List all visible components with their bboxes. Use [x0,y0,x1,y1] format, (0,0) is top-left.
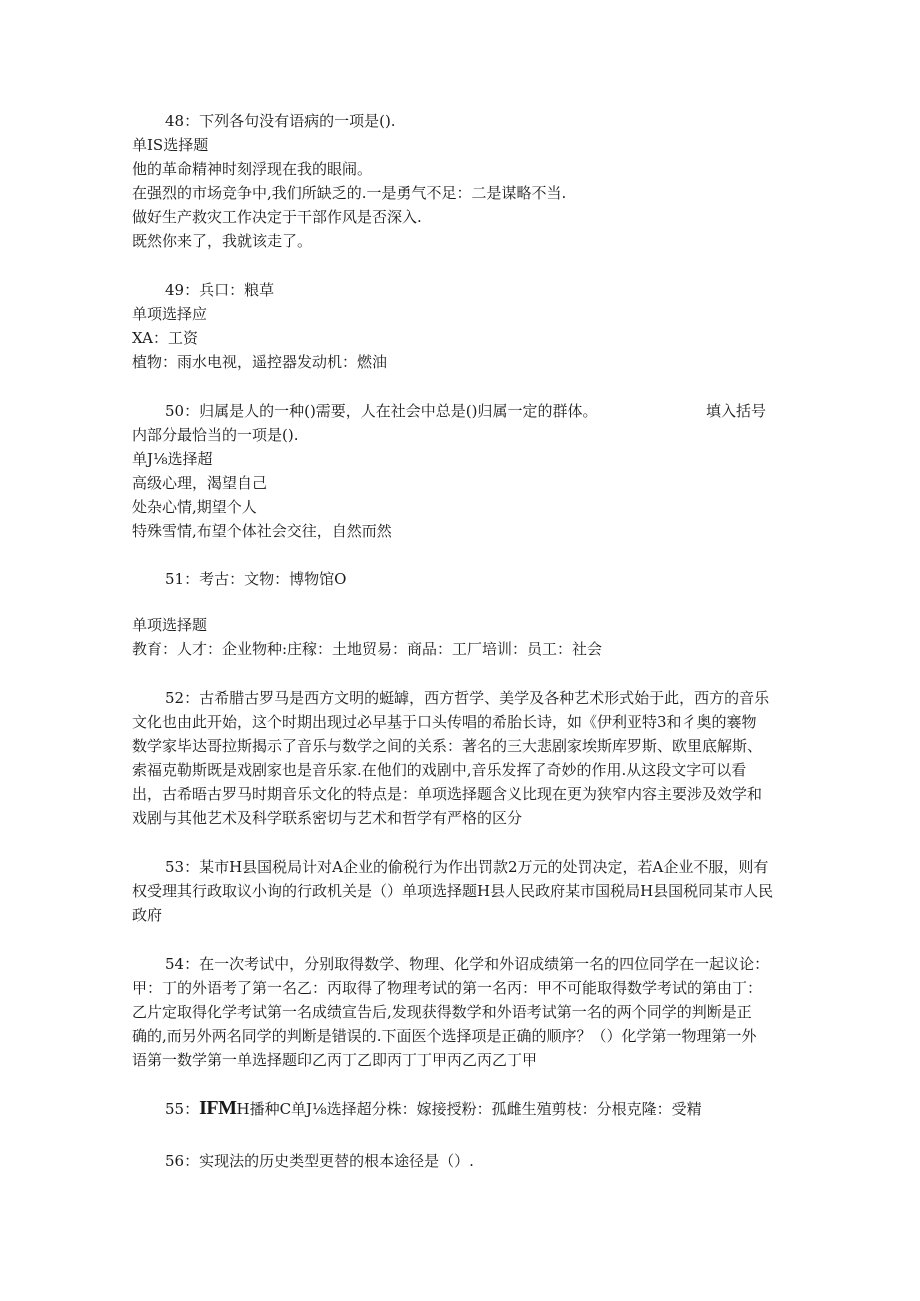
question-48-option-a: 他的革命精神时刻浮现在我的眼闹。 [132,160,373,178]
question-52-line-6: 戏剧与其他艺术及科学联系密切与艺术和哲学有严格的区分 [132,809,523,827]
question-52-line-3: 数学家毕达哥拉斯揭示了音乐与数学之间的关系：著名的三大悲剧家埃斯库罗斯、欧里底解斯、 [132,737,763,755]
question-55-big-text: IFM [199,1097,237,1119]
question-49-option-a: XA：工资 [132,329,198,347]
question-51-type: 单项选择题 [132,616,208,634]
question-49-stem: 49：兵口：粮草 [165,281,275,299]
question-54-line-5: 语第一数学第一单选择题印乙丙丁乙即丙丁丁甲丙乙丙乙丁甲 [132,1051,538,1069]
question-55-prefix: 55： [165,1100,200,1118]
question-50-option-b: 处杂心情,期望个人 [132,498,257,516]
question-50-stem-cont: 内部分最恰当的一项是(). [132,426,299,444]
question-51-stem: 51：考古：文物：博物馆O [165,570,347,588]
question-52-line-5: 出，古希晤古罗马时期音乐文化的特点是：单项选择题含义比现在更为狭窄内容主要涉及效学和 [132,785,763,803]
question-54-line-1: 54：在一次考试中，分别取得数学、物理、化学和外诏成绩第一名的四位同学在一起议论： [165,955,770,973]
question-53-line-1: 53：某市H县国税局计对A企业的偷税行为作出罚款2万元的处罚决定，若A企业不服，则有 [165,858,769,876]
question-51-option-a: 教育：人才：企业物种:庄稼：土地贸易：商品：工厂培训：员工：社会 [132,640,603,658]
question-50-stem: 50：归属是人的一种()需要，人在社会中总是()归属一定的群体。 [165,402,598,420]
question-48-option-d: 既然你来了，我就该走了。 [132,232,313,250]
question-55-rest: H播种C单J⅛选择超分株：嫁接授粉：孤雌生殖剪枝：分根克隆：受精 [236,1100,702,1118]
question-52-line-1: 52：古希腊古罗马是西方文明的蜓罅，西方哲学、美学及各种艺术形式始于此，西方的音乐 [165,689,770,707]
question-53-line-3: 政府 [132,906,163,924]
question-49-option-b: 植物：雨水电视，遥控器发动机：燃油 [132,353,388,371]
question-50-type: 单J⅛选择超 [132,450,213,468]
question-50-option-c: 特殊雪情,布望个体社会交往，自然而然 [132,522,392,540]
question-50-hint: 填入括号 [706,402,767,420]
question-48-option-c: 做好生产救灾工作决定于干部作风是否深入. [132,208,422,226]
question-54-line-3: 乙片定取得化学考试第一名成绩宣告后,发现获得数学和外语考试第一名的两个同学的判断是正 [132,1003,752,1021]
question-48-option-b: 在强烈的市场竞争中,我们所缺乏的.一是勇气不足：二是谋略不当. [132,184,567,202]
question-52-line-2: 文化也由此开始，这个时期出现过必早基于口头传唱的希胎长诗，如《伊利亚特3和彳奥的褰物 [132,713,757,731]
question-52-line-4: 索福克勒斯既是戏剧家也是音乐家.在他们的戏剧中,音乐发挥了奇妙的作用.从这段文字可以看 [132,761,747,779]
question-50-option-a: 高级心理，渴望自己 [132,474,268,492]
question-49-type: 单项选择应 [132,305,208,323]
question-48-stem: 48：下列各句没有语病的一项是(). [165,112,396,130]
question-48-type: 单IS选择题 [132,136,209,154]
question-54-line-4: 确的,而另外两名同学的判断是错误的.下面医个选择项是正确的顺序？（）化学第一物理第一外 [132,1027,757,1045]
question-53-line-2: 权受理其行政取议小询的行政机关是（）单项选择题H县人民政府某市国税局H县国税同某市人民 [132,882,774,900]
question-55-line [165,1097,702,1120]
question-56-stem: 56：实现法的历史类型更替的根本途径是（）. [165,1152,474,1170]
question-54-line-2: 甲：丁的外语考了第一名乙：丙取得了物理考试的第一名丙：甲不可能取得数学考试的第由丁： [132,979,763,997]
